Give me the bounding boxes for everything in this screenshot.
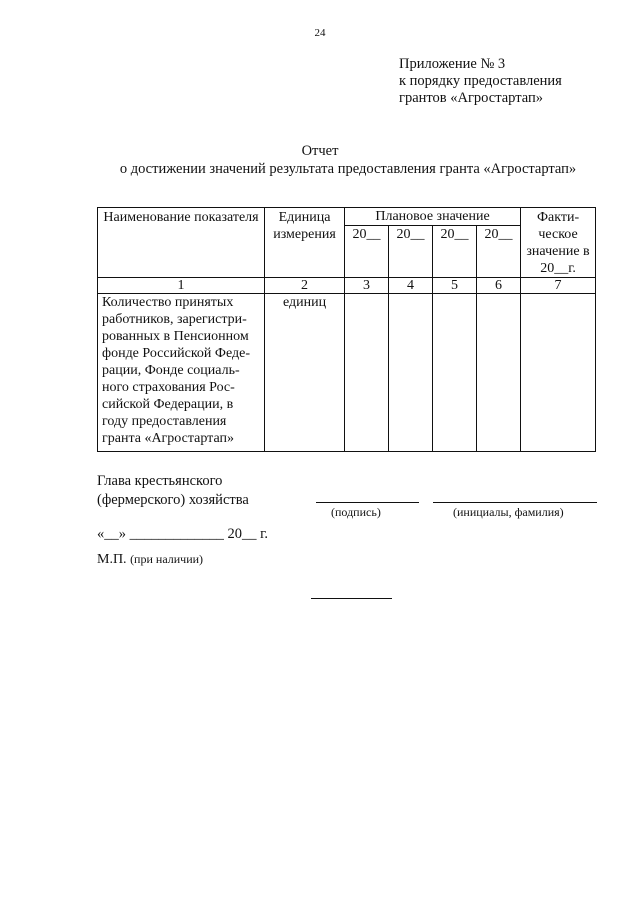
column-number-4: 4 xyxy=(389,278,433,294)
stamp-note: (при наличии) xyxy=(130,552,204,566)
header-year-4: 20__ xyxy=(477,226,521,278)
farm-head-line-2: (фермерского) хозяйства xyxy=(97,492,249,508)
column-number-6: 6 xyxy=(477,278,521,294)
page-number: 24 xyxy=(314,27,326,39)
signature-line xyxy=(316,502,419,503)
unit-cell: единиц xyxy=(265,294,345,452)
appendix-line-3: грантов «Агростартап» xyxy=(399,90,544,106)
value-cell xyxy=(477,294,521,452)
column-number-3: 3 xyxy=(345,278,389,294)
appendix-line-1: Приложение № 3 xyxy=(399,56,506,72)
header-actual-value: Факти-ческое значение в 20__г. xyxy=(521,208,596,278)
header-planned-value: Плановое значение xyxy=(345,208,521,226)
appendix-line-2: к порядку предоставления xyxy=(399,73,562,89)
date-line: «__» _____________ 20__ г. xyxy=(97,526,269,542)
column-number-2: 2 xyxy=(265,278,345,294)
header-unit: Единица измерения xyxy=(265,208,345,278)
header-indicator-name: Наименование показателя xyxy=(98,208,265,278)
column-number-5: 5 xyxy=(433,278,477,294)
value-cell xyxy=(521,294,596,452)
end-rule xyxy=(311,598,392,599)
indicator-cell: Количество принятых работников, зарегистри-рованных в Пенсионном фонде Российской Феде-рации, Фонде социаль-ного страхования Рос-сийской Федерации, в году предоставления гранта «Агростартап» xyxy=(98,294,265,452)
stamp-place xyxy=(97,552,203,568)
value-cell xyxy=(389,294,433,452)
table-row xyxy=(98,294,596,452)
report-table xyxy=(97,207,596,452)
column-number-1: 1 xyxy=(98,278,265,294)
value-cell xyxy=(433,294,477,452)
report-subtitle: о достижении значений результата предоставления гранта «Агростартап» xyxy=(119,161,577,177)
farm-head-label xyxy=(97,472,249,510)
appendix-block xyxy=(399,56,562,107)
header-year-2: 20__ xyxy=(389,226,433,278)
report-title: Отчет xyxy=(301,143,339,159)
signature-caption: (подпись) xyxy=(331,505,381,519)
header-year-3: 20__ xyxy=(433,226,477,278)
value-cell xyxy=(345,294,389,452)
initials-line xyxy=(433,502,597,503)
column-number-7: 7 xyxy=(521,278,596,294)
initials-caption: (инициалы, фамилия) xyxy=(453,505,564,519)
stamp-label: М.П. xyxy=(97,552,127,567)
farm-head-line-1: Глава крестьянского xyxy=(97,473,223,489)
header-year-1: 20__ xyxy=(345,226,389,278)
